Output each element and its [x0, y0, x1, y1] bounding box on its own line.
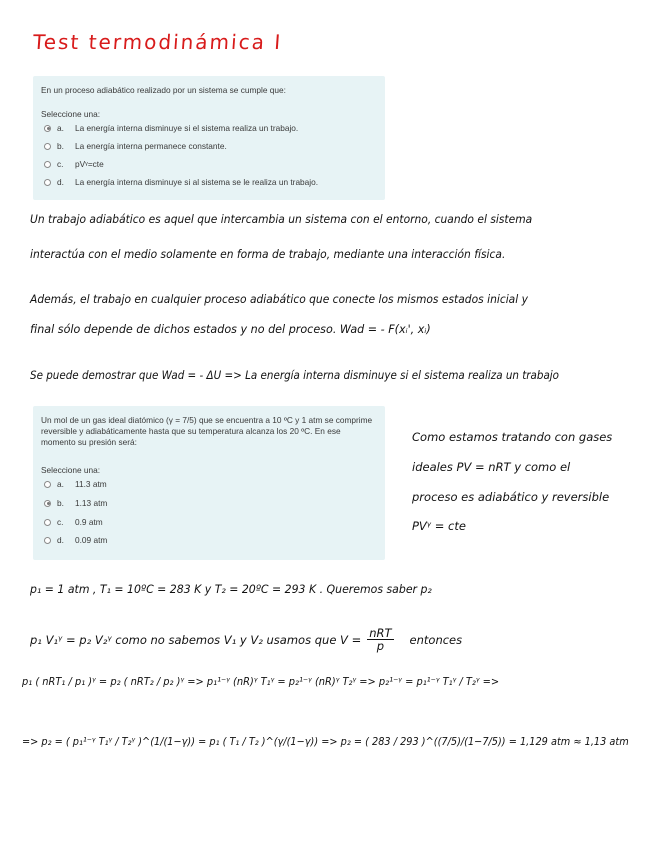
- question-2-text: Un mol de un gas ideal diatómico (γ = 7/5) que se encuentra a 10 ºC y 1 atm se comprime reversible y adiabáticamente hasta que su temperatura alcanza los 20 ºC. En ese momento su presión será:: [41, 415, 373, 447]
- option-label: La energía interna disminuye si al sistema se le realiza un trabajo.: [75, 177, 319, 187]
- option-label: 11.3 atm: [75, 479, 107, 489]
- note-line: p₁ V₁ᵞ = p₂ V₂ᵞ como no sabemos V₁ y V₂ usamos que V = $\frac{\text{nRT}}{p}$ entonces: [30, 626, 463, 653]
- question-2-option-b[interactable]: b. 1.13 atm: [44, 497, 107, 509]
- question-1-card: [33, 76, 385, 200]
- question-2-option-c[interactable]: c. 0.9 atm: [44, 516, 103, 528]
- option-label: pVᵞ=cte: [75, 159, 104, 169]
- page-title: Test termodinámica I: [32, 30, 284, 54]
- question-2-option-d[interactable]: d. 0.09 atm: [44, 534, 107, 546]
- question-2-card: [33, 406, 385, 560]
- note-line: interactúa con el medio solamente en forma de trabajo, mediante una interacción física.: [30, 247, 506, 261]
- side-note-line: PVᵞ = cte: [412, 519, 466, 533]
- note-line: p₁ = 1 atm , T₁ = 10ºC = 283 K y T₂ = 20ºC = 293 K . Queremos saber p₂: [30, 582, 432, 596]
- radio-icon[interactable]: [44, 143, 51, 150]
- radio-checked-icon[interactable]: [44, 500, 51, 507]
- question-1-text: En un proceso adiabático realizado por un sistema se cumple que:: [41, 85, 286, 95]
- equation-line: => p₂ = ( p₁¹⁻ᵞ T₁ᵞ / T₂ᵞ )^(1/(1−γ)) = p₁ ( T₁ / T₂ )^(γ/(1−γ)) => p₂ = ( 283 / 293 )^((7/5)/(1−7/5)) = 1,129 atm ≈ 1,13 atm: [22, 736, 629, 748]
- option-label: La energía interna permanece constante.: [75, 141, 227, 151]
- note-line: Además, el trabajo en cualquier proceso adiabático que conecte los mismos estados inicial y: [30, 292, 528, 306]
- option-label: 0.9 atm: [75, 517, 103, 527]
- option-label: 0.09 atm: [75, 535, 108, 545]
- side-note-line: ideales PV = nRT y como el: [412, 460, 571, 474]
- radio-icon[interactable]: [44, 161, 51, 168]
- radio-icon[interactable]: [44, 537, 51, 544]
- radio-icon[interactable]: [44, 519, 51, 526]
- equation-line: p₁ ( nRT₁ / p₁ )ᵞ = p₂ ( nRT₂ / p₂ )ᵞ => p₁¹⁻ᵞ (nR)ᵞ T₁ᵞ = p₂¹⁻ᵞ (nR)ᵞ T₂ᵞ => p₂¹⁻ᵞ = p₁¹⁻ᵞ T₁ᵞ / T₂ᵞ =>: [22, 676, 500, 688]
- question-1-option-b[interactable]: b. La energía interna permanece constante.: [44, 140, 227, 152]
- note-line: Un trabajo adiabático es aquel que intercambia un sistema con el entorno, cuando el sistema: [30, 212, 533, 226]
- note-line: final sólo depende de dichos estados y no del proceso. Wad = - F(xᵢ', xᵢ): [30, 322, 431, 336]
- question-1-prompt: Seleccione una:: [41, 109, 101, 119]
- question-1-option-a[interactable]: a. La energía interna disminuye si el sistema realiza un trabajo.: [44, 122, 298, 134]
- option-label: 1.13 atm: [75, 498, 108, 508]
- side-note-line: proceso es adiabático y reversible: [412, 490, 610, 504]
- option-label: La energía interna disminuye si el sistema realiza un trabajo.: [75, 123, 299, 133]
- question-1-option-d[interactable]: d. La energía interna disminuye si al sistema se le realiza un trabajo.: [44, 176, 318, 188]
- note-line: Se puede demostrar que Wad = - ΔU => La energía interna disminuye si el sistema realiza un trabajo: [30, 368, 560, 382]
- question-1-option-c[interactable]: c. pVᵞ=cte: [44, 158, 104, 170]
- side-note-line: Como estamos tratando con gases: [412, 430, 613, 444]
- radio-checked-icon[interactable]: [44, 125, 51, 132]
- radio-icon[interactable]: [44, 179, 51, 186]
- question-2-option-a[interactable]: a. 11.3 atm: [44, 478, 107, 490]
- radio-icon[interactable]: [44, 481, 51, 488]
- question-2-prompt: Seleccione una:: [41, 465, 101, 475]
- fraction: $\frac{\text{nRT}}{p}$: [369, 626, 392, 653]
